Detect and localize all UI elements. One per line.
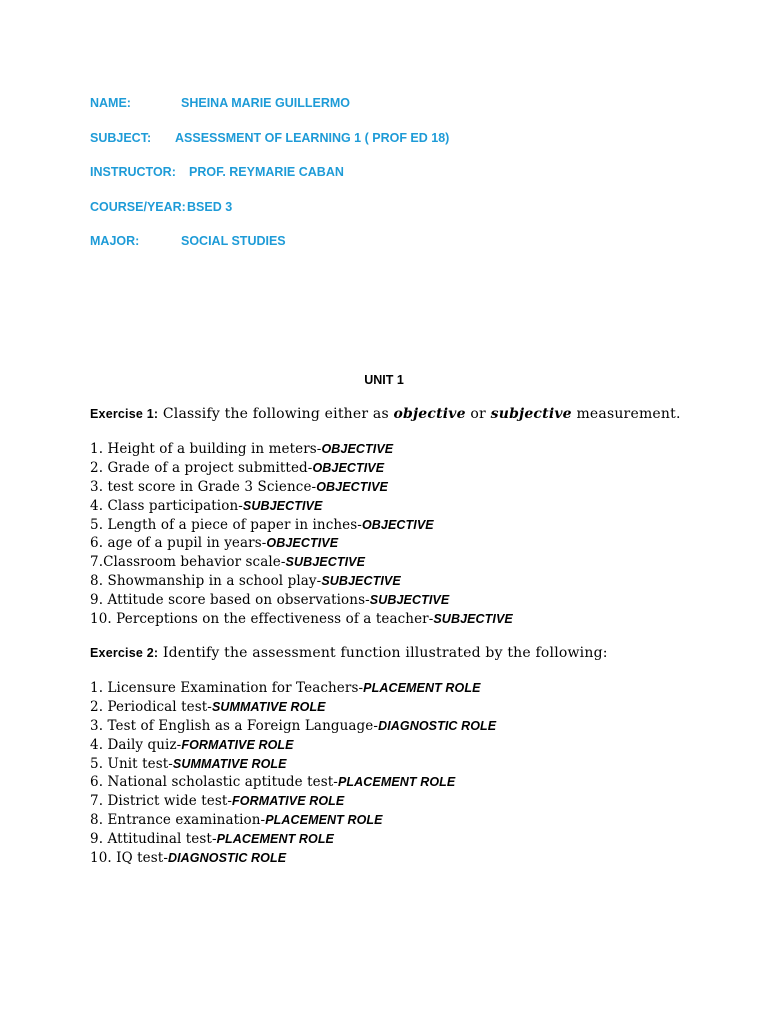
list-item	[90, 830, 496, 849]
list-item	[90, 792, 496, 811]
header-name-row	[90, 96, 350, 110]
item-text: 4. Class participation-	[90, 497, 243, 514]
exercise2-prompt	[90, 645, 608, 661]
exercise1-prompt	[90, 406, 681, 422]
header-subject-row	[90, 131, 450, 145]
item-text: 8. Entrance examination-	[90, 812, 266, 829]
course-label: COURSE/YEAR:	[90, 200, 186, 214]
item-text: 2. Grade of a project submitted-	[90, 459, 313, 476]
major-value: SOCIAL STUDIES	[181, 234, 286, 248]
item-text: 6. National scholastic aptitude test-	[90, 774, 338, 791]
exercise1-prompt-between: or	[470, 406, 486, 422]
item-answer: SUBJECTIVE	[242, 498, 323, 513]
item-text: 6. age of a pupil in years-	[90, 535, 267, 552]
header-instructor-row	[90, 165, 344, 179]
list-item	[90, 679, 496, 698]
list-item	[90, 534, 513, 553]
subject-label: SUBJECT:	[90, 131, 152, 145]
exercise1-term-objective: objective	[393, 406, 466, 422]
item-text: 8. Showmanship in a school play-	[90, 573, 322, 590]
subject-value: ASSESSMENT OF LEARNING 1 ( PROF ED 18)	[175, 131, 450, 145]
item-answer: PLACEMENT ROLE	[363, 681, 481, 695]
header-course-row	[90, 200, 233, 214]
list-item	[90, 773, 496, 792]
item-text: 10. Perceptions on the effectiveness of a teacher-	[90, 611, 434, 628]
item-answer: SUBJECTIVE	[285, 555, 366, 570]
item-answer: PLACEMENT ROLE	[265, 813, 383, 828]
item-answer: SUMMATIVE ROLE	[172, 756, 287, 771]
list-item	[90, 572, 513, 591]
item-answer: SUMMATIVE ROLE	[211, 699, 326, 714]
item-text: 7.Classroom behavior scale-	[90, 554, 286, 571]
course-value: BSED 3	[187, 200, 233, 214]
item-answer: PLACEMENT ROLE	[216, 832, 334, 847]
item-answer: OBJECTIVE	[266, 536, 339, 551]
item-answer: DIAGNOSTIC ROLE	[378, 718, 497, 733]
name-label: NAME:	[90, 96, 131, 110]
item-answer: SUBJECTIVE	[369, 593, 450, 608]
list-item	[90, 478, 513, 497]
exercise1-list	[90, 440, 513, 629]
item-text: 9. Attitude score based on observations-	[90, 592, 370, 609]
exercise2-label: Exercise 2:	[90, 646, 159, 660]
item-text: 10. IQ test-	[90, 850, 168, 867]
list-item	[90, 591, 513, 610]
instructor-value: PROF. REYMARIE CABAN	[189, 165, 344, 179]
list-item	[90, 497, 513, 516]
item-text: 9. Attitudinal test-	[90, 831, 217, 848]
header-major-row	[90, 234, 286, 248]
exercise1-term-subjective: subjective	[490, 406, 572, 422]
item-answer: SUBJECTIVE	[321, 574, 401, 589]
item-text: 4. Daily quiz-	[90, 736, 182, 753]
list-item	[90, 459, 513, 478]
instructor-label: INSTRUCTOR:	[90, 165, 176, 179]
list-item	[90, 553, 513, 572]
list-item	[90, 849, 496, 868]
item-text: 2. Periodical test-	[90, 698, 212, 715]
list-item	[90, 610, 513, 629]
exercise1-prompt-before: Classify the following either as	[162, 406, 389, 422]
list-item	[90, 755, 496, 774]
item-answer: OBJECTIVE	[321, 442, 394, 456]
unit-title: UNIT 1	[364, 373, 404, 387]
item-answer: DIAGNOSTIC ROLE	[167, 851, 287, 866]
name-value: SHEINA MARIE GUILLERMO	[181, 96, 350, 110]
list-item	[90, 717, 496, 736]
exercise1-prompt-after: measurement.	[576, 406, 681, 422]
exercise1-label: Exercise 1:	[90, 407, 159, 421]
item-text: 1. Licensure Examination for Teachers-	[90, 680, 364, 696]
item-text: 5. Unit test-	[90, 755, 173, 772]
item-text: 3. test score in Grade 3 Science-	[90, 478, 317, 495]
item-answer: FORMATIVE ROLE	[181, 737, 294, 752]
item-answer: FORMATIVE ROLE	[232, 794, 345, 809]
list-item	[90, 811, 496, 830]
exercise2-list	[90, 679, 496, 868]
item-text: 1. Height of a building in meters-	[90, 441, 322, 457]
item-text: 7. District wide test-	[90, 793, 233, 810]
item-answer: OBJECTIVE	[316, 479, 388, 494]
item-text: 3. Test of English as a Foreign Language-	[90, 717, 379, 734]
major-label: MAJOR:	[90, 234, 140, 248]
list-item	[90, 698, 496, 717]
list-item	[90, 440, 513, 459]
item-answer: PLACEMENT ROLE	[337, 775, 456, 790]
item-answer: OBJECTIVE	[312, 460, 385, 475]
item-text: 5. Length of a piece of paper in inches-	[90, 516, 362, 533]
item-answer: SUBJECTIVE	[433, 612, 513, 627]
list-item	[90, 516, 513, 535]
exercise2-prompt-text: Identify the assessment function illustrated by the following:	[162, 645, 608, 661]
item-answer: OBJECTIVE	[361, 517, 434, 532]
list-item	[90, 736, 496, 755]
